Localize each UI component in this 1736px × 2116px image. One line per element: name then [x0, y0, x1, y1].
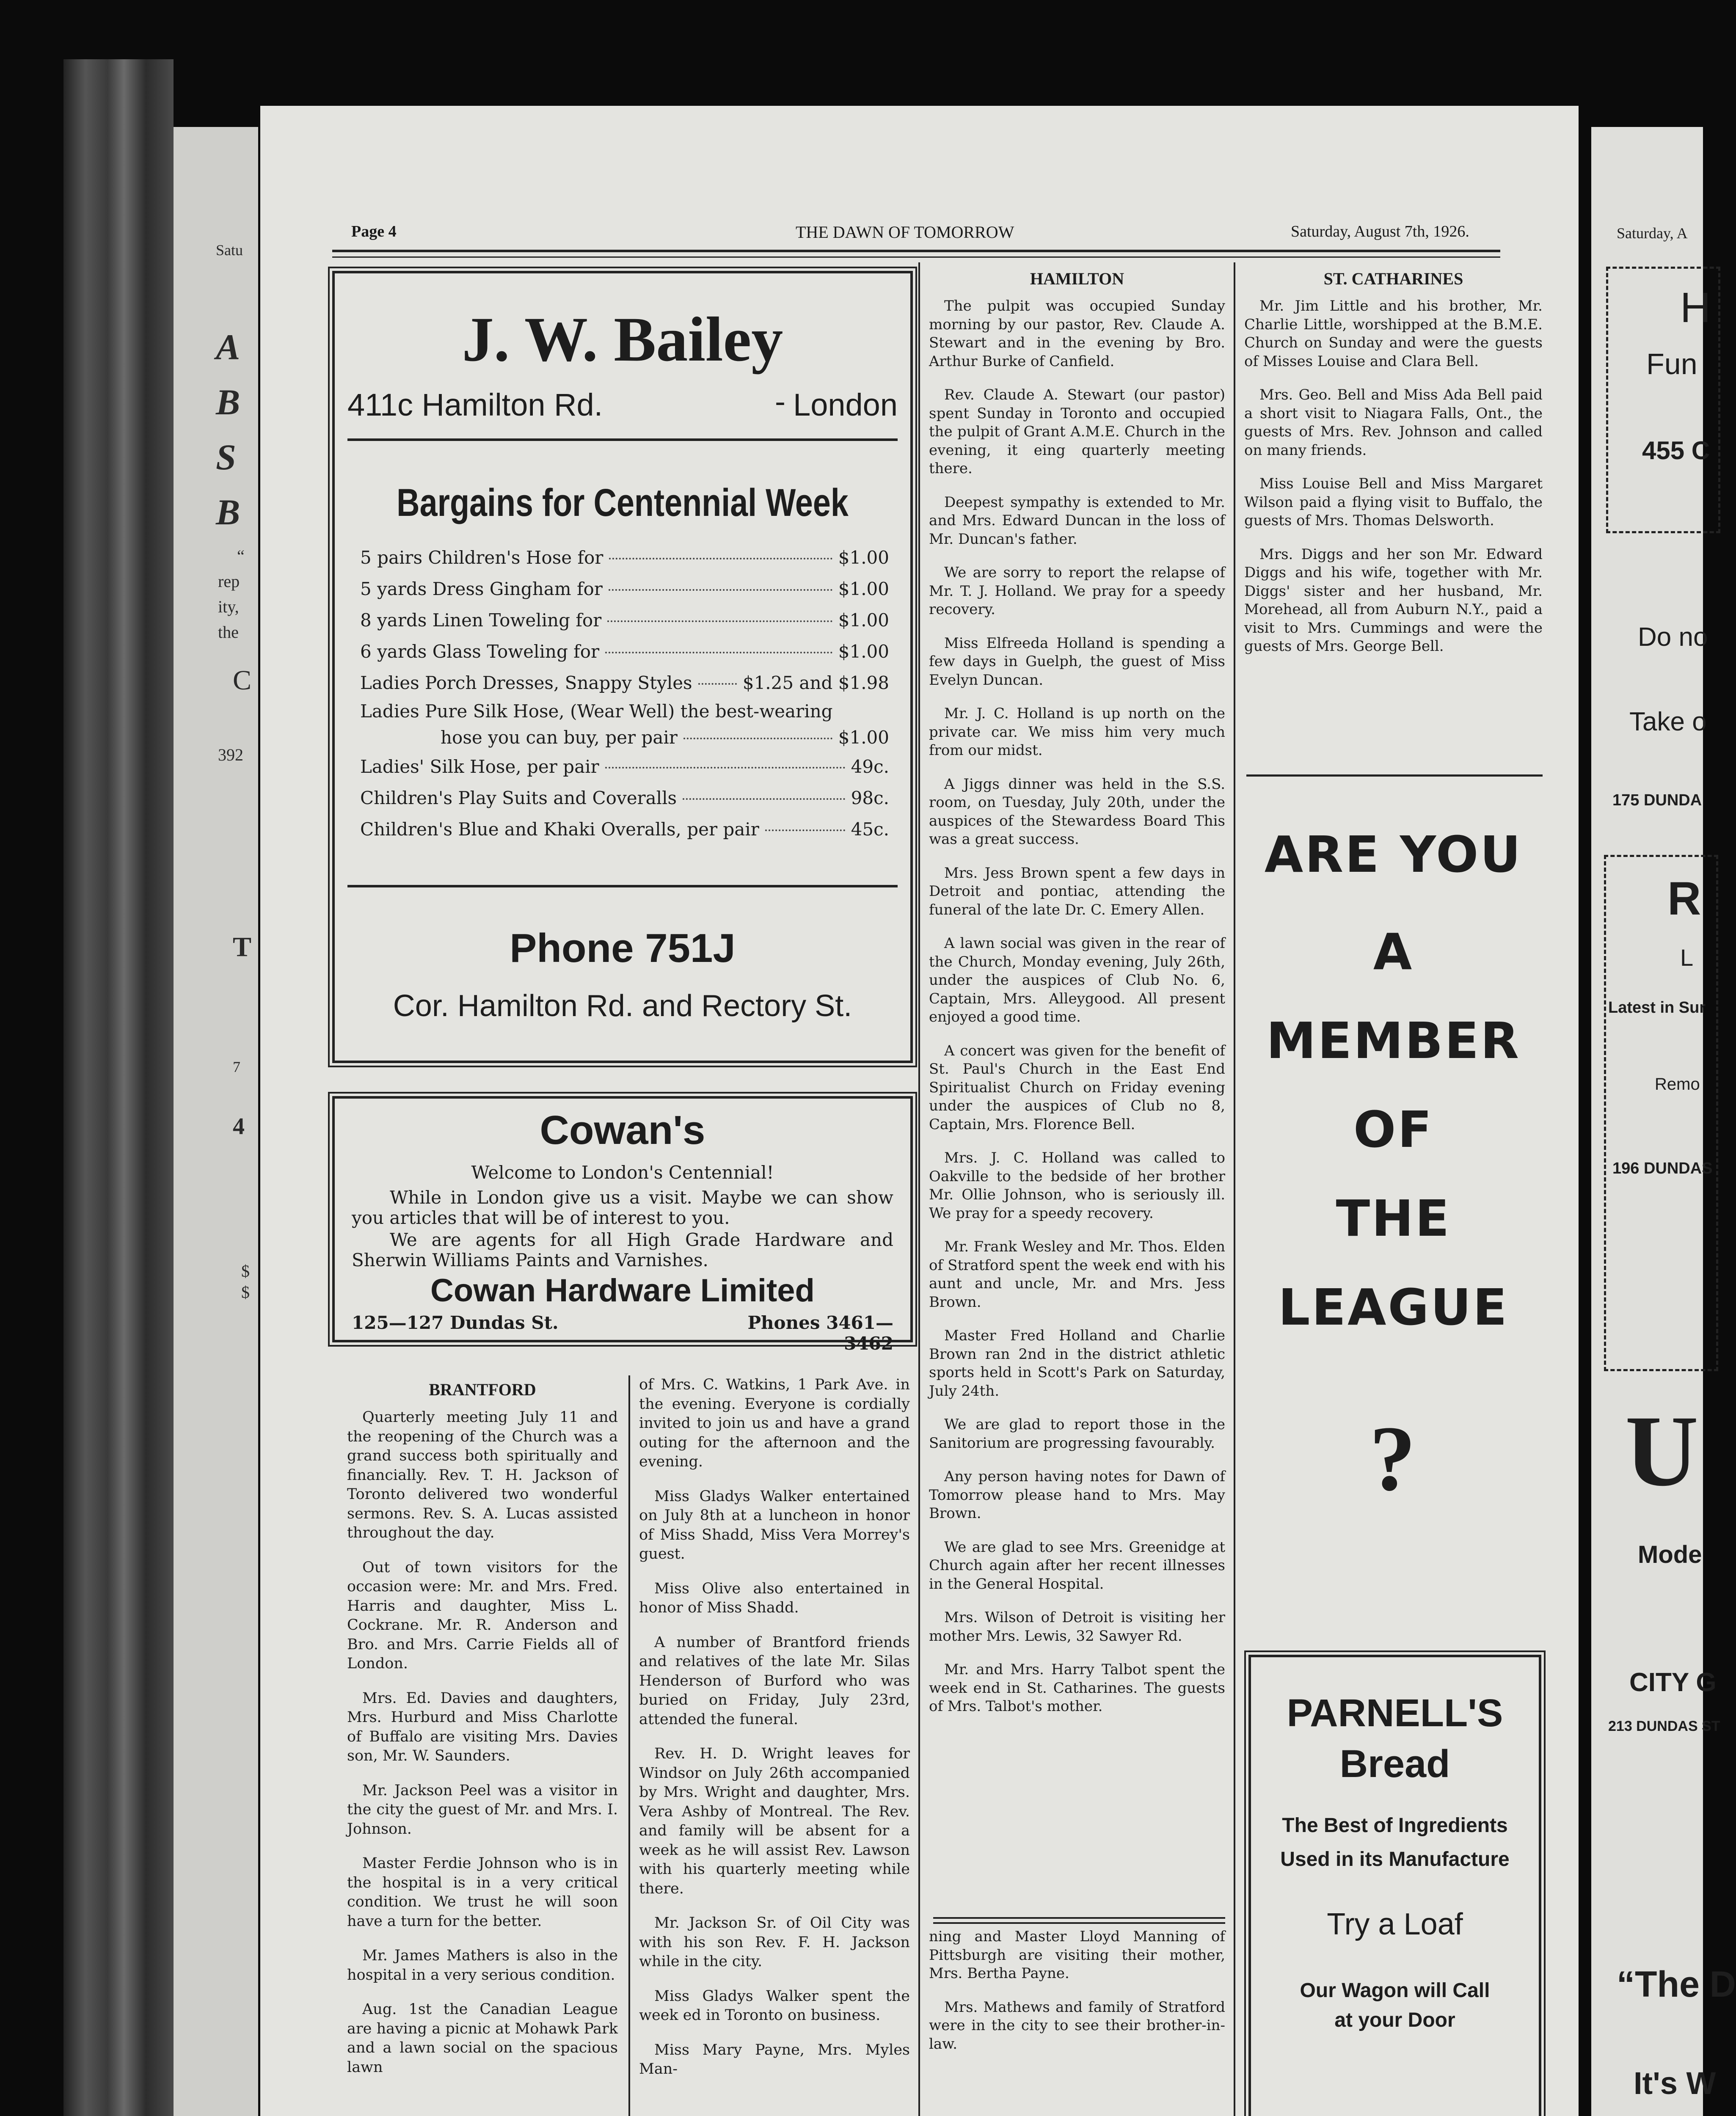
- news-item: Mr. Frank Wesley and Mr. Thos. Elden of Stratford spent the week end with his aunt and uncle, Mr. and Mrs. Jess Brown.: [929, 1238, 1225, 1311]
- left-fragment: $: [241, 1262, 250, 1281]
- news-item: Deepest sympathy is extended to Mr. and Mrs. Edward Duncan in the loss of Mr. Duncan's father.: [929, 493, 1225, 548]
- next-page-edge: [1591, 127, 1736, 2116]
- parnell-wagon: at your Door: [1334, 2009, 1455, 2031]
- news-item: We are glad to see Mrs. Greenidge at Church again after her recent illnesses in the General Hospital.: [929, 1538, 1225, 1593]
- left-fragment: Satu: [216, 242, 243, 259]
- column-divider: [1234, 262, 1235, 2116]
- previous-page-edge: [174, 127, 258, 2116]
- news-item: Quarterly meeting July 11 and the reopening of the Church was a grand success both spiritually and financially. Rev. T. H. Jackson of Toronto delivered two wonderful sermons. Rev. S. A. Lucas assisted throughout the day.: [347, 1409, 618, 1541]
- left-fragment: the: [218, 623, 239, 642]
- news-item: A concert was given for the benefit of St. Paul's Church in the East End Spiritualist Church on Friday evening under the auspices of Club no 8, Captain, Mrs. Florence Bell.: [929, 1042, 1225, 1133]
- left-fragment: “: [237, 546, 245, 565]
- league-poster: [1244, 825, 1543, 1512]
- poster-question-mark: ?: [1369, 1407, 1418, 1510]
- parnell-tagline: The Best of Ingredients: [1282, 1814, 1508, 1837]
- cowan-company: Cowan Hardware Limited: [430, 1273, 815, 1309]
- issue-date: Saturday, August 7th, 1926.: [1291, 223, 1469, 240]
- brantford-column: [347, 1380, 618, 2092]
- section-rule: [933, 1917, 1225, 1919]
- news-item: ning and Master Lloyd Manning of Pittsburgh are visiting their mother, Mrs. Bertha Payne.: [929, 1928, 1225, 1982]
- st-catharines-text: [1244, 297, 1543, 656]
- right-ad-border: [1604, 855, 1718, 1371]
- ad-rule: [347, 885, 898, 887]
- ad-rule: [347, 438, 898, 441]
- left-fragment: 7: [233, 1058, 240, 1075]
- parnell-tagline: Used in its Manufacture: [1280, 1848, 1510, 1871]
- item-label: Children's Play Suits and Coveralls: [360, 788, 677, 808]
- news-item: Mrs. Jess Brown spent a few days in Detroit and pontiac, attending the funeral of the late Dr. C. Emery Allen.: [929, 864, 1225, 918]
- news-item: Mr. Jim Little and his brother, Mr. Charlie Little, worshipped at the B.M.E. Church on Sunday and were the guests of Misses Louise and Clara Bell.: [1244, 298, 1543, 370]
- section-rule: [1246, 774, 1543, 777]
- news-item: Master Fred Holland and Charlie Brown ran 2nd in the district athletic sports held in Scott's Park on Saturday, July 24th.: [929, 1327, 1225, 1400]
- item-label: hose you can buy, per pair: [441, 727, 678, 748]
- news-item: Mrs. Mathews and family of Stratford were in the city to see their brother-in-law.: [929, 1998, 1225, 2053]
- news-item: Mr. James Mathers is also in the hospital in a very serious condition.: [347, 1947, 618, 1984]
- page-number: Page 4: [351, 223, 397, 240]
- brantford-text: [639, 1375, 910, 2079]
- news-item: Miss Gladys Walker entertained on July 8th at a luncheon in honor of Miss Shadd, Miss Vera Morrey's guest.: [639, 1488, 910, 1562]
- brantford-continued: [929, 1928, 1225, 2069]
- column-divider: [918, 262, 920, 2116]
- item-price: $1.00: [838, 610, 889, 631]
- cowan-advertisement: [332, 1096, 913, 1354]
- cowan-body: We are agents for all High Grade Hardware and Sherwin Williams Paints and Varnishes.: [352, 1229, 893, 1270]
- right-fragment: Take o: [1629, 707, 1707, 736]
- bailey-city: London: [793, 387, 898, 422]
- news-item: Mr. and Mrs. Harry Talbot spent the week end in St. Catharines. The guests of Mrs. Talbot's mother.: [929, 1661, 1225, 1715]
- news-item: Mr. Jackson Peel was a visitor in the city the guest of Mr. and Mrs. I. Johnson.: [347, 1782, 618, 1838]
- left-fragment: B: [216, 382, 240, 422]
- news-item: We are glad to report those in the Sanitorium are progressing favourably.: [929, 1416, 1225, 1452]
- news-item: Miss Mary Payne, Mrs. Myles Man-: [639, 2041, 910, 2077]
- left-fragment: C: [233, 665, 252, 696]
- news-item: Rev. H. D. Wright leaves for Windsor on July 26th accompanied by Mrs. Wright and daughter, Mrs. Vera Ashby of Montreal. The Rev. and family will be absent for a week as he will assist Rev. Lawson with his quarterly meeting while there.: [639, 1745, 910, 1897]
- news-item: Miss Olive also entertained in honor of Miss Shadd.: [639, 1580, 910, 1616]
- item-price: $1.00: [838, 579, 889, 599]
- news-item: Aug. 1st the Canadian League are having a picnic at Mohawk Park and a lawn social on the spacious lawn: [347, 2001, 618, 2076]
- bargain-item: [360, 605, 889, 636]
- news-item: Any person having notes for Dawn of Tomorrow please hand to Mrs. May Brown.: [929, 1468, 1225, 1522]
- news-item: The pulpit was occupied Sunday morning by our pastor, Rev. Claude A. Stewart and in the evening by Bro. Arthur Burke of Canfield.: [929, 298, 1225, 370]
- item-price: 45c.: [851, 819, 889, 840]
- brantford-text: [347, 1408, 618, 2077]
- poster-line: THE: [1336, 1189, 1451, 1248]
- cowan-body: While in London give us a visit. Maybe we can show you articles that will be of interest to you.: [352, 1187, 893, 1228]
- right-fragment: H: [1680, 284, 1711, 331]
- left-fragment: rep: [218, 572, 240, 591]
- parnell-try: Try a Loaf: [1327, 1907, 1463, 1941]
- cowan-address: 125—127 Dundas St.: [352, 1312, 559, 1333]
- poster-line: MEMBER: [1266, 1011, 1521, 1070]
- news-item: We are sorry to report the relapse of Mr. T. J. Holland. We pray for a speedy recovery.: [929, 564, 1225, 618]
- item-label: Ladies Porch Dresses, Snappy Styles: [360, 672, 692, 693]
- bargain-list: [360, 542, 889, 845]
- book-binding: [63, 59, 174, 2116]
- right-fragment: 213 DUNDAS ST: [1608, 1718, 1720, 1734]
- news-item: Miss Gladys Walker spent the week ed in Toronto on business.: [639, 1987, 910, 2024]
- news-item: Mrs. Diggs and her son Mr. Edward Diggs and his wife, together with Mr. Diggs' sister and her husband, Mr. Morehead, all from Auburn N.Y., paid a visit to Mrs. Cummings and were the guests of Mrs. George Bell.: [1244, 546, 1543, 655]
- st-catharines-column: [1244, 269, 1543, 671]
- header-rule: [332, 256, 1500, 258]
- column-divider: [628, 1375, 630, 2116]
- right-fragment: U: [1625, 1394, 1699, 1507]
- bargain-item: [360, 782, 889, 814]
- right-fragment: Saturday, A: [1617, 225, 1688, 242]
- right-fragment: Fun: [1646, 347, 1697, 380]
- item-label: 8 yards Linen Toweling for: [360, 610, 602, 631]
- bailey-name-text: J. W. Bailey: [462, 304, 783, 375]
- header-rule: [332, 250, 1500, 252]
- item-label: 5 yards Dress Gingham for: [360, 579, 603, 599]
- right-fragment: 455 C: [1642, 436, 1710, 465]
- item-label: Ladies Pure Silk Hose, (Wear Well) the best-wearing: [360, 701, 833, 722]
- right-fragment: Remo: [1655, 1075, 1700, 1094]
- bargain-item: [360, 814, 889, 845]
- right-fragment: It's W: [1634, 2066, 1716, 2101]
- left-fragment: $: [241, 1283, 250, 1302]
- item-price: 98c.: [851, 788, 889, 808]
- right-fragment: “The D: [1617, 1964, 1736, 2005]
- parnell-wagon: Our Wagon will Call: [1300, 1979, 1490, 2002]
- parnell-advertisement: [1248, 1655, 1541, 2116]
- news-item: Out of town visitors for the occasion were: Mr. and Mrs. Fred. Harris and daughter, Miss L. Cockrane. Mr. R. Anderson and Bro. and Mrs. Carrie Fields all of London.: [347, 1559, 618, 1672]
- parnell-name: PARNELL'S: [1287, 1692, 1503, 1735]
- right-fragment: Do no: [1638, 623, 1708, 652]
- right-fragment: 196 DUNDAS: [1612, 1160, 1713, 1177]
- news-item: A lawn social was given in the rear of the Church, Monday evening, July 26th, under the auspices of Club No. 6, Captain, Mrs. Alleygood. All present enjoyed a good time.: [929, 935, 1225, 1025]
- right-fragment: CITY G: [1629, 1668, 1717, 1697]
- bargain-item: [360, 667, 889, 699]
- news-item: A number of Brantford friends and relatives of the late Mr. Silas Henderson of Burford who was buried on Friday, July 23rd, attended the funeral.: [639, 1634, 910, 1728]
- news-item: Master Ferdie Johnson who is in the hospital is in a very critical condition. We trust he will soon have a turn for the better.: [347, 1855, 618, 1930]
- hamilton-text: [929, 297, 1225, 1716]
- news-item: of Mrs. C. Watkins, 1 Park Ave. in the evening. Everyone is cordially invited to join us and have a grand outing for the afternoon and the evening.: [639, 1376, 910, 1470]
- bailey-advertisement: [332, 271, 913, 1063]
- bailey-dash: -: [775, 383, 786, 420]
- bargain-item: [360, 573, 889, 605]
- newspaper-title: THE DAWN OF TOMORROW: [796, 223, 1014, 242]
- hamilton-column: [929, 269, 1225, 1731]
- parnell-product: Bread: [1339, 1742, 1450, 1785]
- item-price: $1.00: [838, 641, 889, 662]
- bargain-item: [360, 636, 889, 667]
- left-fragment: A: [216, 327, 240, 367]
- hamilton-heading: HAMILTON: [1030, 269, 1124, 288]
- item-price: 49c.: [851, 756, 889, 777]
- section-rule: [933, 1922, 1225, 1924]
- right-fragment: R: [1667, 873, 1701, 925]
- newspaper-page: [260, 106, 1579, 2116]
- poster-line: OF: [1353, 1100, 1433, 1159]
- news-item: Mr. Jackson Sr. of Oil City was with his son Rev. F. H. Jackson while in the city.: [639, 1915, 910, 1970]
- left-fragment: B: [216, 492, 240, 532]
- news-item: Miss Elfreeda Holland is spending a few days in Guelph, the guest of Miss Evelyn Duncan.: [929, 634, 1225, 689]
- news-item: Mrs. Ed. Davies and daughters, Mrs. Hurburd and Miss Charlotte of Buffalo are visiting Mrs. Davies son, Mr. W. Saunders.: [347, 1689, 618, 1764]
- news-item: Miss Louise Bell and Miss Margaret Wilson paid a flying visit to Buffalo, the guests of Mrs. Thomas Delsworth.: [1244, 475, 1543, 529]
- news-item: A Jiggs dinner was held in the S.S. room, on Tuesday, July 20th, under the auspices of the Stewardess Board This was a great success.: [929, 775, 1225, 848]
- left-fragment: T: [233, 931, 252, 962]
- news-item: Mrs. Geo. Bell and Miss Ada Bell paid a short visit to Niagara Falls, Ont., the guests of Mrs. Rev. Johnson and called on many friends.: [1244, 386, 1543, 459]
- right-fragment: L: [1680, 944, 1694, 971]
- cowan-welcome: Welcome to London's Centennial!: [471, 1162, 774, 1183]
- item-label: Ladies' Silk Hose, per pair: [360, 756, 599, 777]
- left-fragment: 4: [233, 1113, 245, 1140]
- bargain-item: [360, 542, 889, 573]
- st-catharines-heading: ST. CATHARINES: [1323, 269, 1463, 288]
- right-fragment: 175 DUNDA: [1612, 791, 1702, 809]
- bailey-phone: Phone 751J: [510, 926, 736, 971]
- right-fragment: Mode: [1638, 1541, 1702, 1568]
- bargain-item: [360, 751, 889, 782]
- bailey-corner: Cor. Hamilton Rd. and Rectory St.: [393, 989, 852, 1023]
- bailey-address: 411c Hamilton Rd.: [347, 387, 603, 422]
- left-fragment: S: [216, 437, 236, 477]
- item-label: 5 pairs Children's Hose for: [360, 547, 603, 568]
- cowan-phones: Phones 3461—3462: [747, 1312, 893, 1354]
- left-fragment: ity,: [218, 597, 239, 616]
- item-price: $1.00: [838, 547, 889, 568]
- bailey-name: [335, 303, 910, 376]
- poster-line: ARE YOU: [1264, 825, 1523, 884]
- poster-line: LEAGUE: [1278, 1278, 1509, 1336]
- cowan-name: Cowan's: [540, 1108, 705, 1153]
- bargain-item: [360, 724, 889, 751]
- bargains-heading: Bargains for Centennial Week: [397, 481, 849, 524]
- item-label: 6 yards Glass Toweling for: [360, 641, 600, 662]
- news-item: Rev. Claude A. Stewart (our pastor) spent Sunday in Toronto and occupied the pulpit of Grant A.M.E. Church in the evening, it eing quarterly meeting there.: [929, 386, 1225, 477]
- right-fragment: Latest in Sur: [1608, 999, 1706, 1017]
- brantford-column-continued: [639, 1375, 910, 2094]
- brantford-heading: BRANTFORD: [429, 1380, 536, 1399]
- news-item: Mrs. Wilson of Detroit is visiting her mother Mrs. Lewis, 32 Sawyer Rd.: [929, 1609, 1225, 1645]
- item-label: Children's Blue and Khaki Overalls, per pair: [360, 819, 759, 840]
- item-price: $1.25 and $1.98: [742, 672, 889, 693]
- news-item: Mr. J. C. Holland is up north on the private car. We miss him very much from our midst.: [929, 705, 1225, 759]
- item-price: $1.00: [838, 727, 889, 748]
- left-fragment: 392: [218, 745, 243, 764]
- poster-line: A: [1373, 923, 1414, 981]
- news-item: Mrs. J. C. Holland was called to Oakville to the bedside of her brother Mr. Ollie Johnson, who is seriously ill. We pray for a speedy recovery.: [929, 1149, 1225, 1222]
